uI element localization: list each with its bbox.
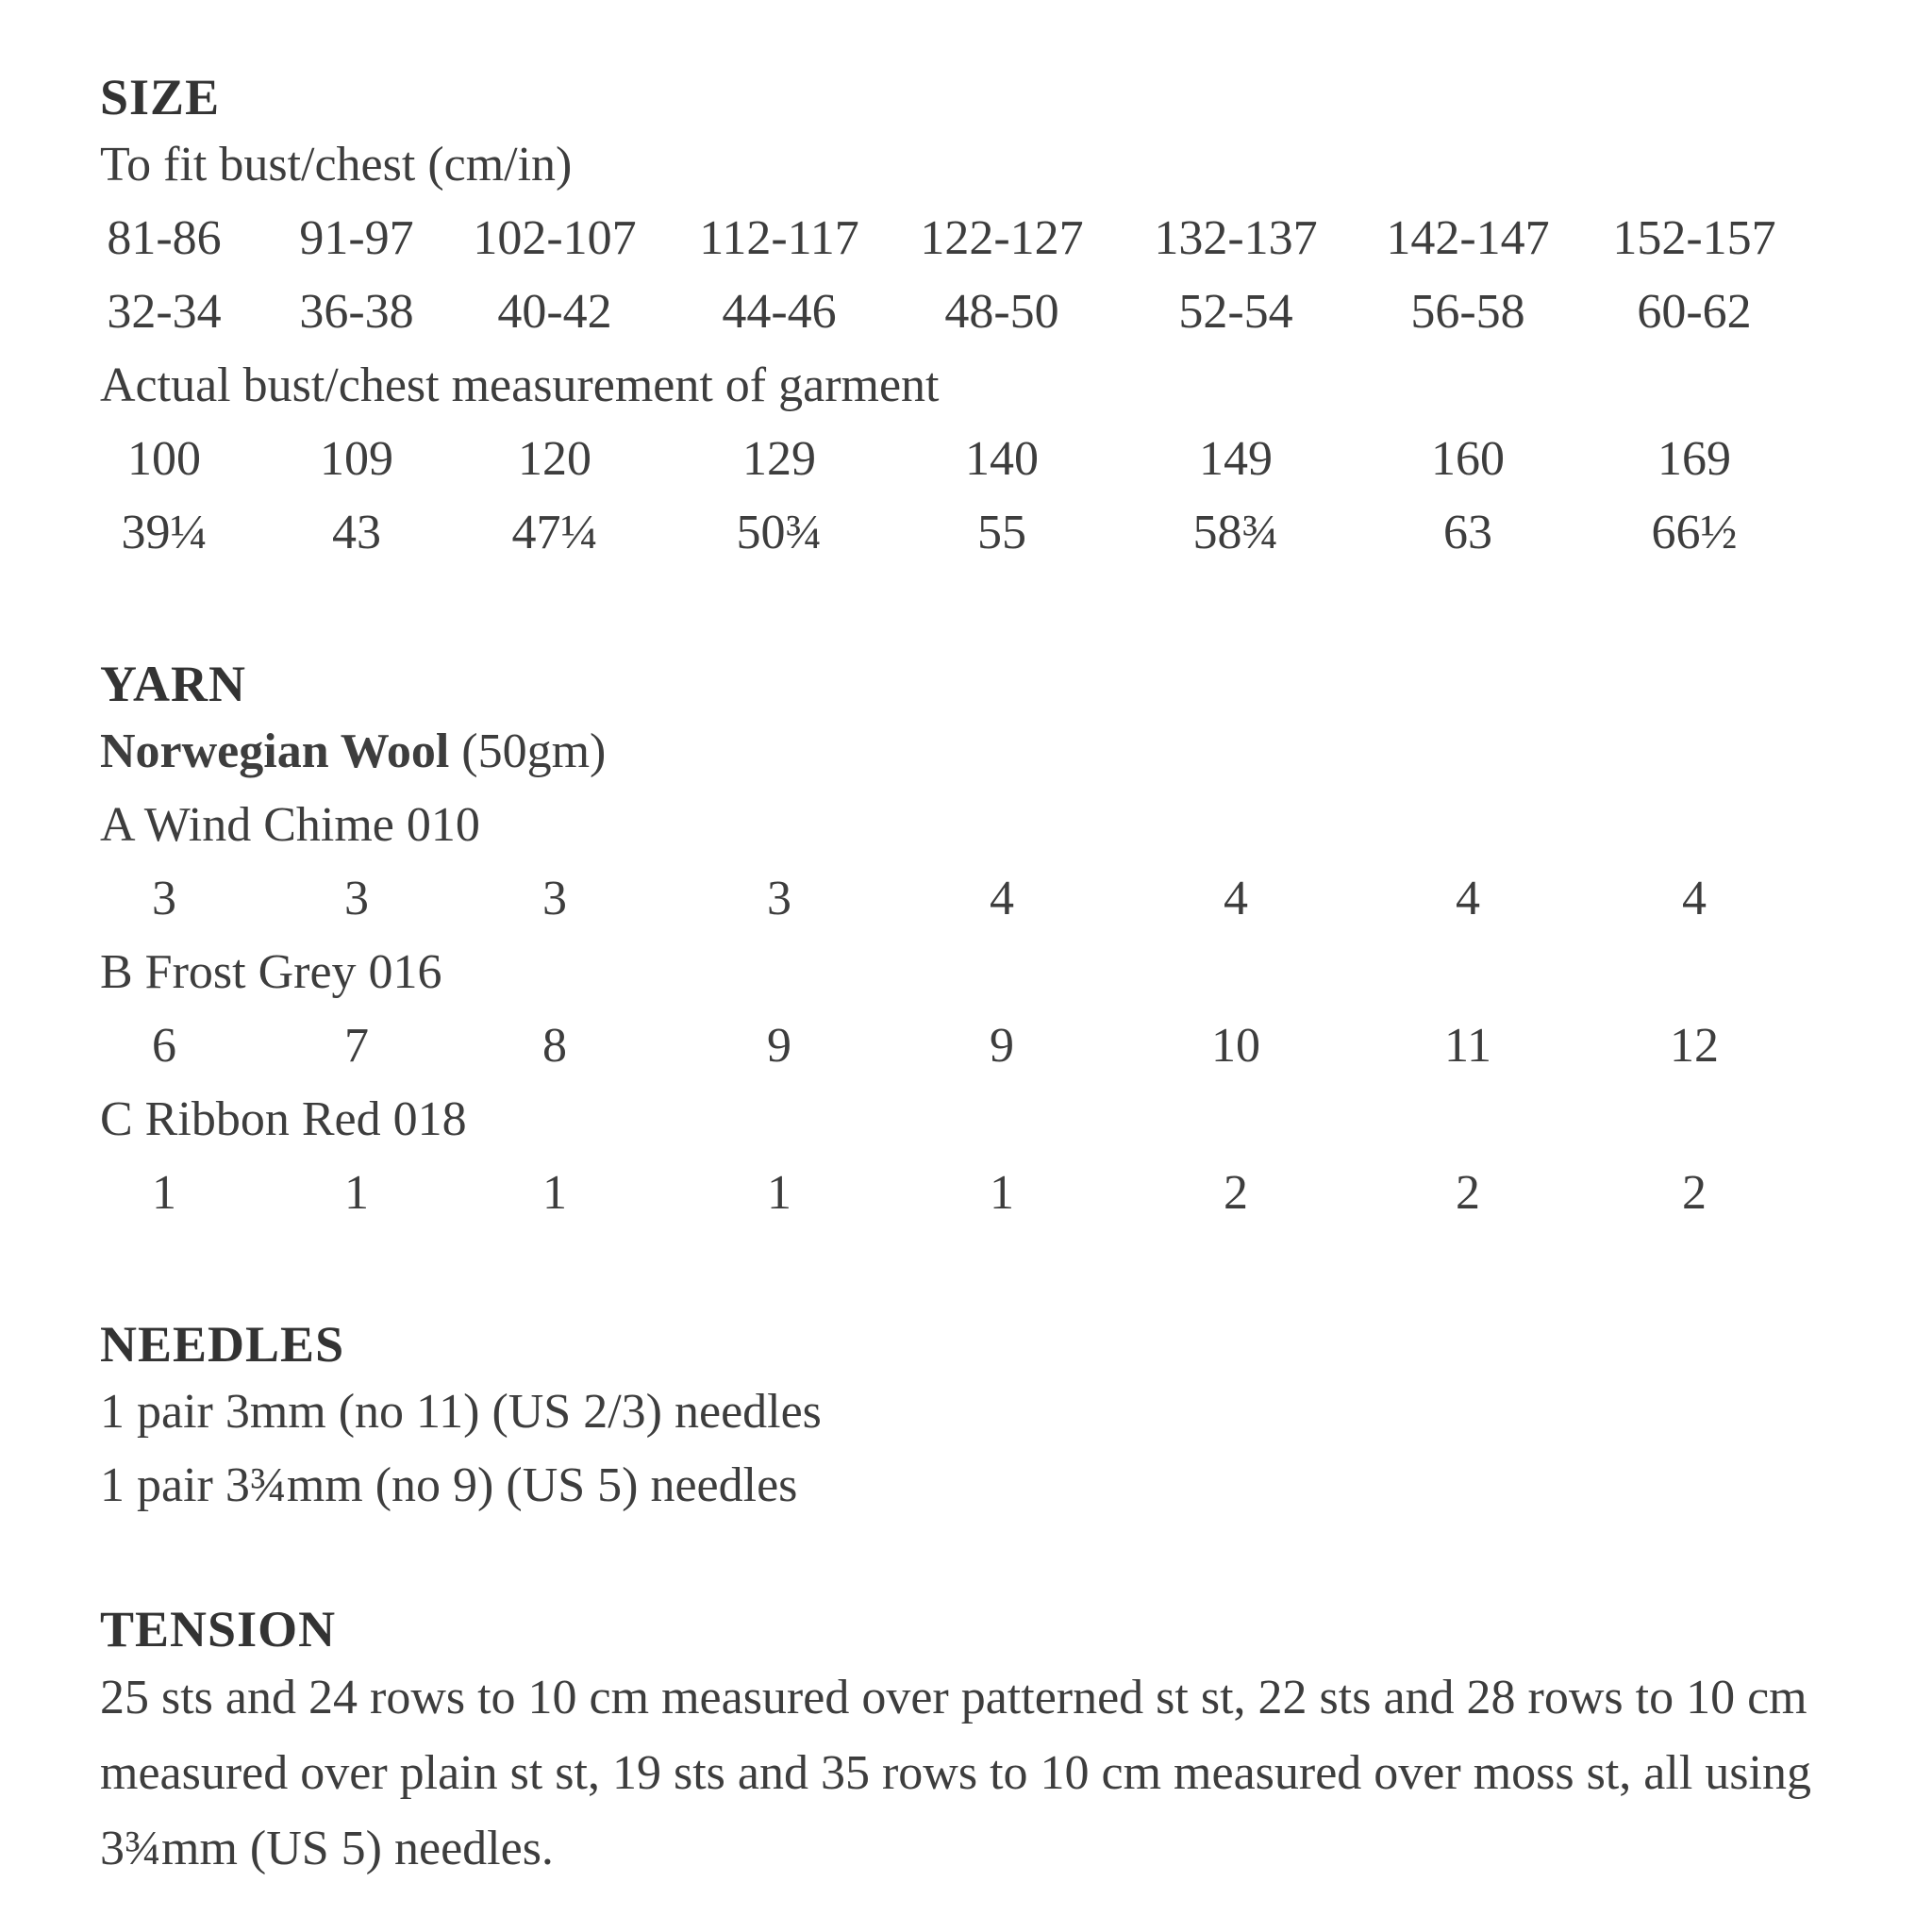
fit-in-value: 44-46 (722, 285, 837, 339)
ball-count: 4 (1224, 872, 1248, 925)
actual-in-value: 50¾ (736, 506, 823, 559)
fit-cm-value: 112-117 (699, 211, 859, 265)
yarn-heading: YARN (100, 656, 247, 712)
needles-heading: NEEDLES (100, 1316, 345, 1373)
actual-in-value: 66½ (1651, 506, 1738, 559)
fit-cm-value: 142-147 (1386, 211, 1550, 265)
actual-in-value: 63 (1443, 506, 1492, 559)
actual-cm-value: 129 (742, 432, 816, 486)
ball-count: 11 (1443, 1019, 1492, 1073)
ball-count: 3 (542, 872, 567, 925)
fit-in-value: 52-54 (1178, 285, 1293, 339)
actual-in-value: 43 (332, 506, 381, 559)
fit-cm-value: 152-157 (1612, 211, 1776, 265)
fit-in-value: 56-58 (1410, 285, 1525, 339)
ball-count: 1 (990, 1166, 1014, 1220)
ball-count: 6 (152, 1019, 176, 1073)
tension-text: 25 sts and 24 rows to 10 cm measured over patterned st st, 22 sts and 28 rows to 10 cm measured over plain st st, 19 sts and 35 rows to 10 cm measured over moss st, all using 3¾mm (US 5) needles. (100, 1671, 1811, 1875)
ball-count: 2 (1456, 1166, 1480, 1220)
ball-count: 12 (1670, 1019, 1719, 1073)
section-spacer (100, 1523, 1874, 1598)
actual-in-value: 58¾ (1192, 506, 1279, 559)
actual-in-value: 39¼ (121, 506, 208, 559)
actual-in-row (100, 496, 1874, 570)
fit-cm-value: 91-97 (299, 211, 414, 265)
ball-count: 4 (1682, 872, 1707, 925)
fit-cm-row (100, 202, 1874, 275)
ball-count: 1 (767, 1166, 791, 1220)
colour-label: B Frost Grey 016 (100, 945, 442, 999)
ball-count: 4 (990, 872, 1014, 925)
actual-cm-row (100, 423, 1874, 496)
fit-in-value: 60-62 (1637, 285, 1752, 339)
fit-label: To fit bust/chest (cm/in) (100, 138, 573, 192)
ball-count: 1 (152, 1166, 176, 1220)
colour-amounts-row (100, 1157, 1874, 1230)
ball-count: 7 (344, 1019, 369, 1073)
pattern-info-page (100, 66, 1874, 1887)
fit-in-value: 32-34 (107, 285, 222, 339)
ball-count: 9 (990, 1019, 1014, 1073)
ball-count: 9 (767, 1019, 791, 1073)
fit-in-row (100, 275, 1874, 349)
colour-amounts-row (100, 1009, 1874, 1083)
ball-count: 3 (344, 872, 369, 925)
yarn-name-line (100, 715, 1874, 789)
fit-in-value: 36-38 (299, 285, 414, 339)
tension-heading: TENSION (100, 1601, 337, 1657)
actual-cm-value: 140 (965, 432, 1039, 486)
fit-cm-value: 102-107 (473, 211, 637, 265)
actual-in-value: 47¼ (511, 506, 598, 559)
colour-label: A Wind Chime 010 (100, 798, 480, 852)
yarn-weight: (50gm) (449, 724, 607, 778)
actual-cm-value: 109 (320, 432, 393, 486)
needle-line: 1 pair 3¾mm (no 9) (US 5) needles (100, 1458, 798, 1512)
ball-count: 4 (1456, 872, 1480, 925)
fit-in-value: 48-50 (944, 285, 1059, 339)
ball-count: 2 (1224, 1166, 1248, 1220)
yarn-name: Norwegian Wool (100, 724, 450, 778)
actual-in-value: 55 (977, 506, 1026, 559)
size-heading: SIZE (100, 69, 221, 125)
colour-label: C Ribbon Red 018 (100, 1092, 467, 1146)
fit-cm-value: 81-86 (107, 211, 222, 265)
actual-cm-value: 149 (1199, 432, 1273, 486)
ball-count: 3 (767, 872, 791, 925)
ball-count: 2 (1682, 1166, 1707, 1220)
ball-count: 1 (542, 1166, 567, 1220)
actual-cm-value: 100 (127, 432, 201, 486)
ball-count: 3 (152, 872, 176, 925)
section-spacer (100, 570, 1874, 653)
colour-amounts-row (100, 862, 1874, 936)
ball-count: 1 (344, 1166, 369, 1220)
ball-count: 10 (1211, 1019, 1260, 1073)
actual-cm-value: 120 (518, 432, 591, 486)
fit-cm-value: 132-137 (1154, 211, 1318, 265)
fit-cm-value: 122-127 (920, 211, 1084, 265)
ball-count: 8 (542, 1019, 567, 1073)
section-spacer (100, 1230, 1874, 1313)
actual-cm-value: 160 (1431, 432, 1505, 486)
fit-in-value: 40-42 (497, 285, 612, 339)
actual-label: Actual bust/chest measurement of garment (100, 358, 940, 412)
needle-line: 1 pair 3mm (no 11) (US 2/3) needles (100, 1385, 822, 1439)
actual-cm-value: 169 (1657, 432, 1731, 486)
